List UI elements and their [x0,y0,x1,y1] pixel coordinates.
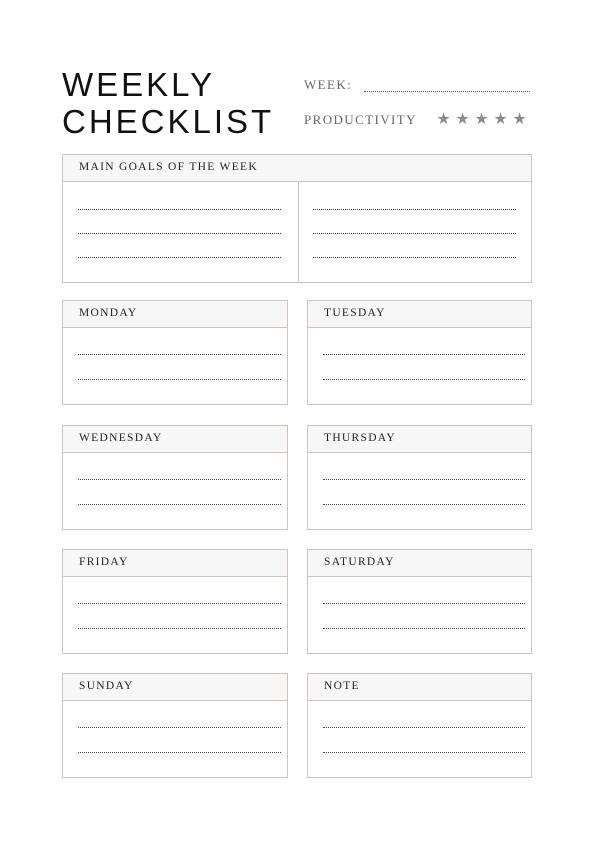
star-icon[interactable]: ★ [455,109,472,128]
star-icon[interactable]: ★ [474,109,491,128]
task-line[interactable] [323,379,525,380]
task-line[interactable] [78,354,281,355]
star-icon[interactable]: ★ [512,109,529,128]
productivity-label: PRODUCTIVITY [304,112,417,127]
saturday-box [307,549,532,654]
friday-box [62,549,288,654]
note-box [307,673,532,778]
task-line[interactable] [78,603,281,604]
main-goals-box [62,154,532,283]
task-line[interactable] [78,727,281,728]
task-line[interactable] [323,628,525,629]
main-goals-header [63,155,531,182]
tuesday-title: TUESDAY [324,307,386,319]
wednesday-title: WEDNESDAY [79,432,163,444]
goals-column-divider [298,182,299,282]
task-line[interactable] [78,379,281,380]
main-goals-title: MAIN GOALS OF THE WEEK [79,161,258,173]
thursday-title: THURSDAY [324,432,396,444]
monday-title: MONDAY [79,307,138,319]
task-line[interactable] [78,752,281,753]
friday-title: FRIDAY [79,556,129,568]
note-title: NOTE [324,680,360,692]
note-line[interactable] [323,727,525,728]
title-line-2: CHECKLIST [62,103,275,140]
page-title [62,66,274,140]
star-icon[interactable]: ★ [436,109,453,128]
star-icon[interactable]: ★ [493,109,510,128]
note-header [308,674,531,701]
goal-line[interactable] [313,209,516,210]
task-line[interactable] [78,504,281,505]
week-label: WEEK: [304,77,353,92]
saturday-title: SATURDAY [324,556,395,568]
monday-box [62,300,288,405]
thursday-box [307,425,532,530]
title-line-1: WEEKLY [62,66,216,103]
goal-line[interactable] [78,233,281,234]
tuesday-header [308,301,531,328]
week-input-line[interactable] [364,91,530,92]
monday-header [63,301,287,328]
sunday-header [63,674,287,701]
task-line[interactable] [78,628,281,629]
wednesday-box [62,425,288,530]
goal-line[interactable] [313,233,516,234]
saturday-header [308,550,531,577]
task-line[interactable] [323,603,525,604]
task-line[interactable] [323,504,525,505]
goal-line[interactable] [78,257,281,258]
friday-header [63,550,287,577]
task-line[interactable] [78,479,281,480]
task-line[interactable] [323,354,525,355]
goal-line[interactable] [78,209,281,210]
wednesday-header [63,426,287,453]
thursday-header [308,426,531,453]
productivity-rating[interactable] [435,109,530,129]
sunday-title: SUNDAY [79,680,134,692]
note-line[interactable] [323,752,525,753]
sunday-box [62,673,288,778]
tuesday-box [307,300,532,405]
task-line[interactable] [323,479,525,480]
goal-line[interactable] [313,257,516,258]
